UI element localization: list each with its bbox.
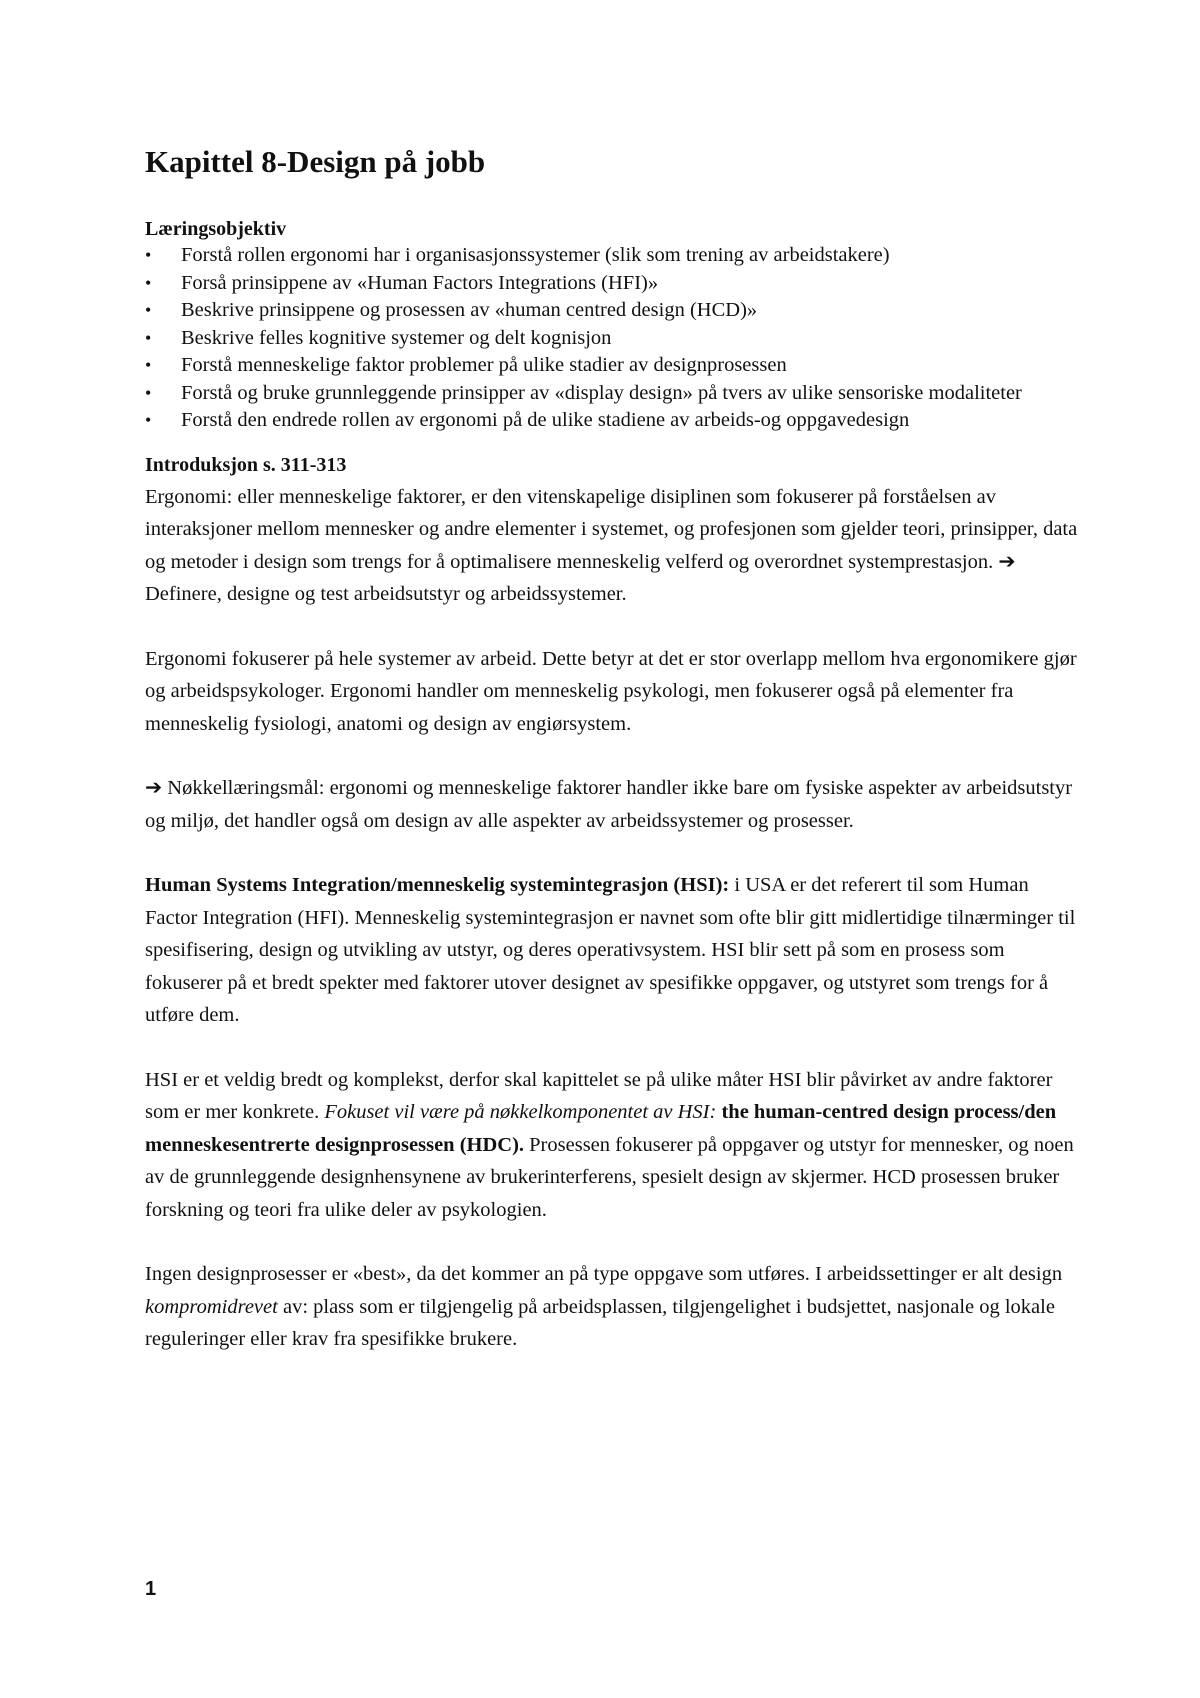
hsi-definition: i USA er det referert til som Human Factor Integration (HFI). Menneskelig systemintegrasjon er navnet som ofte blir gitt midlertidige tilnærminger til spesifisering, design og utvikling av utstyr, og deres operativsystem. HSI blir sett på som en prosess som fokuserer på et bredt spekter med faktorer utover designet av spesifikke oppgaver, og utstyret som trengs for å utføre dem. bbox=[145, 874, 1076, 1026]
hsi-focus-italic: Fokuset vil være på nøkkelkomponentet av HSI: bbox=[324, 1101, 717, 1123]
hsi-paragraph-1 bbox=[145, 869, 1080, 1032]
design-text-b: av: plass som er tilgjengelig på arbeidsplassen, tilgjengelighet i budsjettet, nasjonale og lokale reguleringer eller krav fra spesifikke brukere. bbox=[145, 1295, 1055, 1350]
chapter-title: Kapittel 8-Design på jobb bbox=[145, 144, 486, 179]
objectives-list bbox=[145, 242, 1080, 435]
hsi-text-a: HSI er et veldig bredt og komplekst, derfor skal kapittelet se på ulike måter HSI blir påvirket av andre faktorer som er mer konkrete. bbox=[145, 1068, 1053, 1123]
bullet-icon: • bbox=[145, 300, 152, 320]
objective-item bbox=[145, 352, 1080, 380]
page-content bbox=[145, 142, 1080, 1356]
objective-item bbox=[145, 325, 1080, 353]
intro-heading: Introduksjon s. 311-313 bbox=[145, 453, 347, 476]
key-learning-paragraph: ➔ Nøkkellæringsmål: ergonomi og menneskelige faktorer handler ikke bare om fysiske aspekter av arbeidsutstyr og miljø, det handler også om design av alle aspekter av arbeidssystemer og prosesser. bbox=[145, 777, 1073, 832]
objective-text: Forstå rollen ergonomi har i organisasjonssystemer (slik som trening av arbeidstakere) bbox=[181, 244, 890, 266]
page-number: 1 bbox=[145, 1578, 157, 1600]
intro-paragraph-2: Ergonomi fokuserer på hele systemer av arbeid. Dette betyr at det er stor overlapp mellom hva ergonomikere gjør og arbeidspsykologer. Ergonomi handler om menneskelig psykologi, men fokuserer også på elementer fra menneskelig fysiologi, anatomi og design av engiørsystem. bbox=[145, 647, 1077, 735]
design-process-paragraph bbox=[145, 1258, 1080, 1356]
objective-item bbox=[145, 297, 1080, 325]
objective-text: Forså prinsippene av «Human Factors Integrations (HFI)» bbox=[181, 271, 659, 294]
bullet-icon: • bbox=[145, 355, 152, 375]
objective-item bbox=[145, 380, 1080, 408]
objective-text: Forstå menneskelige faktor problemer på ulike stadier av designprosessen bbox=[181, 354, 787, 376]
bullet-icon: • bbox=[145, 410, 152, 430]
objective-text: Beskrive felles kognitive systemer og delt kognisjon bbox=[181, 326, 612, 349]
hsi-term: Human Systems Integration/menneskelig systemintegrasjon (HSI): bbox=[145, 874, 730, 896]
hsi-paragraph-2 bbox=[145, 1064, 1080, 1227]
hcd-term: the human-centred design process/den menneskesentrerte designprosessen (HDC). bbox=[145, 1101, 1057, 1156]
bullet-icon: • bbox=[145, 382, 152, 403]
objective-text: Forstå og bruke grunnleggende prinsipper av «display design» på tvers av ulike sensoriske modaliteter bbox=[181, 381, 1022, 404]
objective-text: Beskrive prinsippene og prosessen av «human centred design (HCD)» bbox=[181, 299, 758, 321]
intro-paragraph-1: Ergonomi: eller menneskelige faktorer, er den vitenskapelige disiplinen som fokuserer på forståelsen av interaksjoner mellom mennesker og andre elementer i systemet, og profesjonen som gjelder teori, prinsipper, data og metoder i design som trengs for å optimalisere menneskelig velferd og overordnet systemprestasjon. ➔ Definere, designe og test arbeidsutstyr og arbeidssystemer. bbox=[145, 485, 1078, 605]
bullet-icon: • bbox=[145, 272, 152, 293]
objective-text: Forstå den endrede rollen av ergonomi på de ulike stadiene av arbeids-og oppgavedesign bbox=[181, 409, 910, 431]
bullet-icon: • bbox=[145, 327, 152, 348]
objective-item bbox=[145, 407, 1080, 435]
design-text-a: Ingen designprosesser er «best», da det kommer an på type oppgave som utføres. I arbeidssettinger er alt design bbox=[145, 1263, 1063, 1285]
objective-item bbox=[145, 242, 1080, 270]
bullet-icon: • bbox=[145, 245, 152, 265]
hsi-text-b: Prosessen fokuserer på oppgaver og utstyr for mennesker, og noen av de grunnleggende designhensynene av brukerinterferens, spesielt design av skjermer. HCD prosessen bruker forskning og teori fra ulike deler av psykologien. bbox=[145, 1133, 1074, 1221]
compromise-italic: kompromidrevet bbox=[145, 1295, 278, 1318]
objectives-heading: Læringsobjektiv bbox=[145, 218, 287, 240]
objective-item bbox=[145, 270, 1080, 298]
